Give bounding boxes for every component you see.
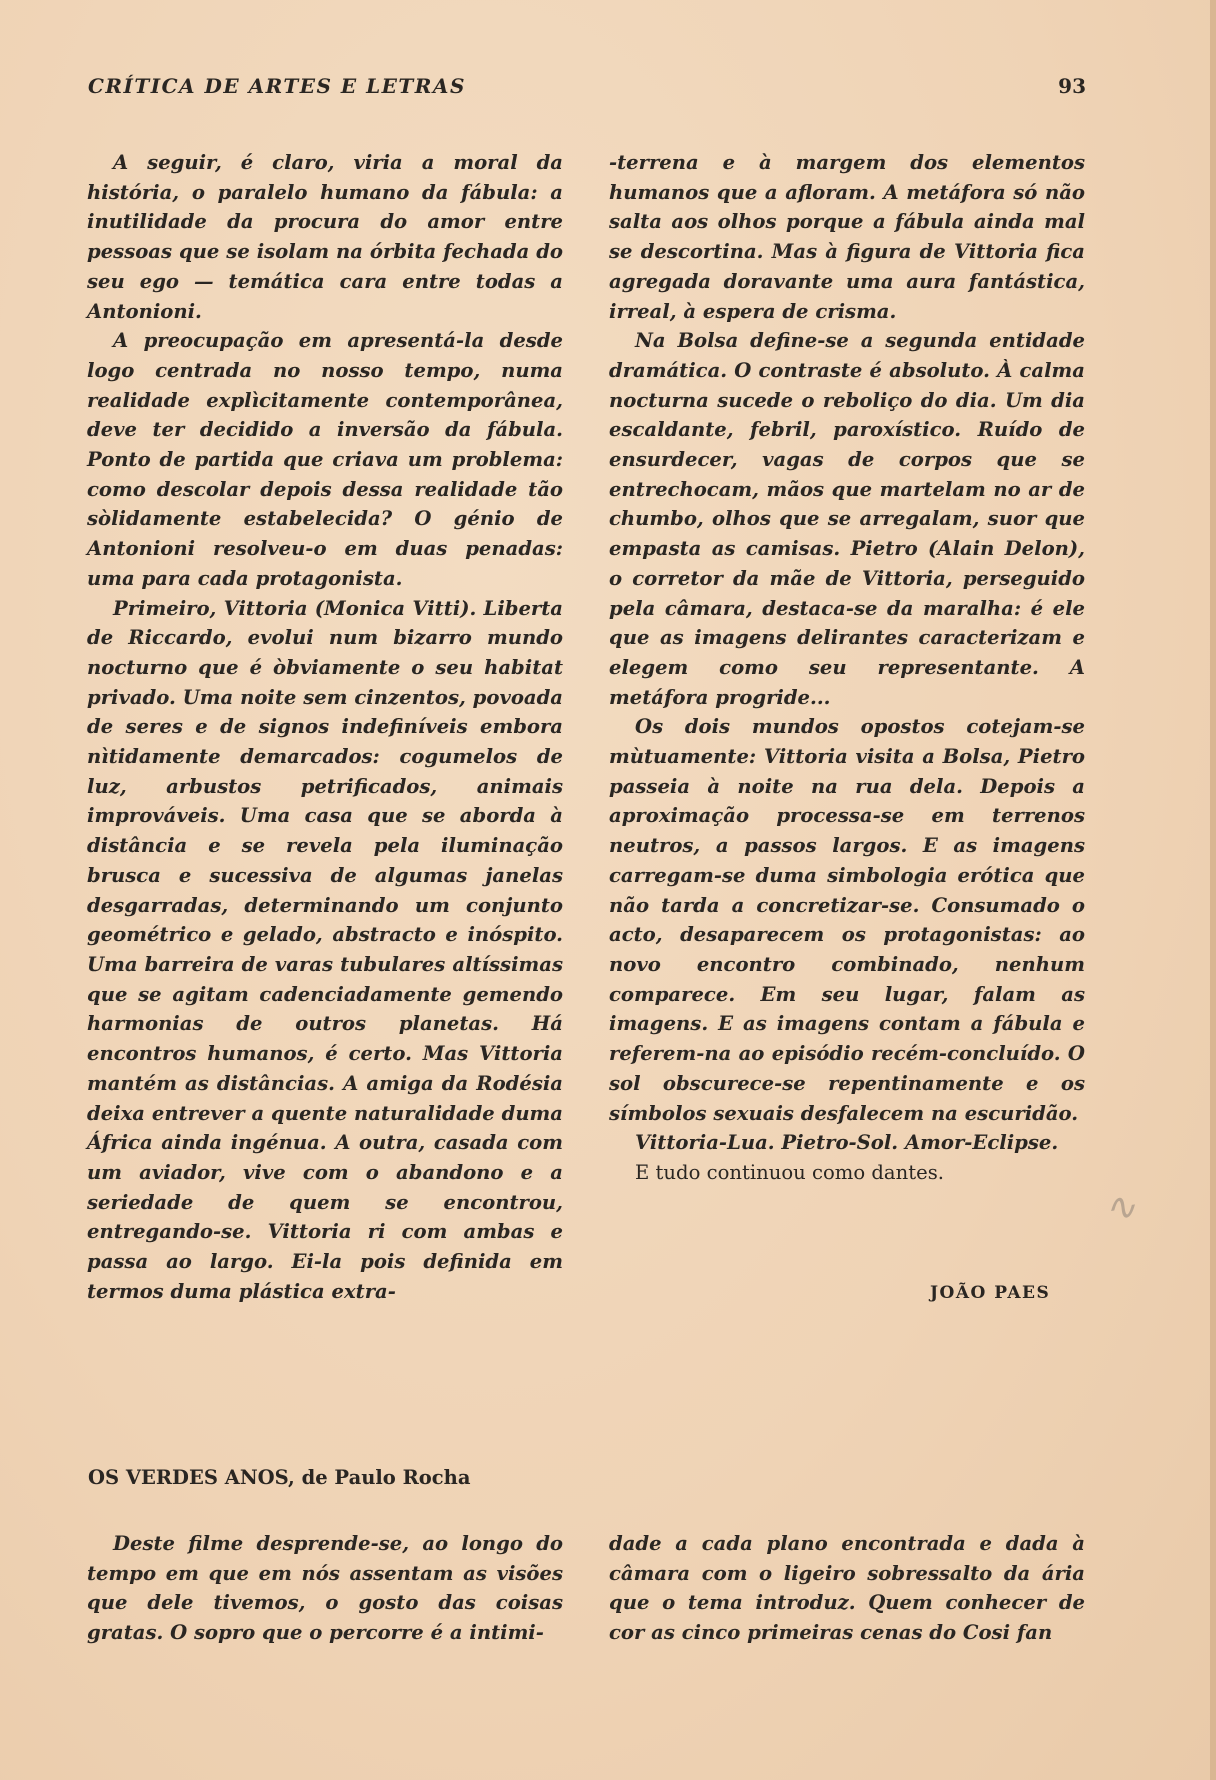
- paragraph: A seguir, é claro, viria a moral da história, o paralelo humano da fábula: a inutilidade da procura do amor entre pessoas que se isolam na órbita fechada do seu ego — temática cara entre todas a Antonioni.: [87, 151, 563, 323]
- page-number: 93: [1058, 74, 1086, 98]
- paragraph: A preocupação em apresentá-la desde logo centrada no nosso tempo, numa realidade explìcitamente contemporânea, deve ter decidido a inversão da fábula. Ponto de partida que criava um problema: como descolar depois dessa realidade tão sòlidamente estabelecida? O génio de Antonioni resolveu-o em duas penadas: uma para cada protagonista.: [87, 329, 563, 590]
- paragraph: dade a cada plano encontrada e dada à câmara com o ligeiro sobressalto da ária que o tema introduz. Quem conhecer de cor as cinco primeiras cenas do Cosi fan: [609, 1532, 1085, 1645]
- pencil-mark: ∿: [1101, 1182, 1139, 1232]
- article-title: OS VERDES ANOS, de Paulo Rocha: [88, 1466, 471, 1489]
- closing-line: E tudo continuou como dantes.: [635, 1160, 944, 1184]
- article2-left-column: [87, 1529, 563, 1648]
- paragraph: Primeiro, Vittoria (Monica Vitti). Liberta de Riccardo, evolui num bizarro mundo nocturno que é òbviamente o seu habitat privado. Uma noite sem cinzentos, povoada de seres e de signos indefiníveis embora nìtidamente demarcados: cogumelos de luz, arbustos petrificados, animais improváveis. Uma casa que se aborda à distância e se revela pela iluminação brusca e sucessiva de algumas janelas desgarradas, determinando um conjunto geométrico e gelado, abstracto e inóspito. Uma barreira de varas tubulares altíssimas que se agitam cadenciadamente gemendo harmonias de outros planetas. Há encontros humanos, é certo. Mas Vittoria mantém as distâncias. A amiga da Rodésia deixa entrever a quente naturalidade duma África ainda ingénua. A outra, casada com um aviador, vive com o abandono e a seriedade de quem se encontrou, entregando-se. Vittoria ri com ambas e passa ao largo. Ei-la pois definida em termos duma plástica extra-: [87, 596, 563, 1303]
- page-header: [88, 74, 1086, 108]
- paragraph: Deste filme desprende-se, ao longo do tempo em que em nós assentam as visões que dele tivemos, o gosto das coisas gratas. O sopro que o percorre é a intimi-: [87, 1532, 563, 1645]
- page-edge: [1210, 0, 1216, 1780]
- paragraph: Na Bolsa define-se a segunda entidade dramática. O contraste é absoluto. À calma nocturna sucede o reboliço do dia. Um dia escaldante, febril, paroxístico. Ruído de ensurdecer, vagas de corpos que se entrechocam, mãos que martelam no ar de chumbo, olhos que se arregalam, suor que empasta as camisas. Pietro (Alain Delon), o corretor da mãe de Vittoria, perseguido pela câmara, destaca-se da maralha: é ele que as imagens delirantes caracterizam e elegem como seu representante. A metáfora progride...: [609, 329, 1085, 709]
- paragraph: -terrena e à margem dos elementos humanos que a afloram. A metáfora só não salta aos olhos porque a fábula ainda mal se descortina. Mas à figura de Vittoria fica agregada doravante uma aura fantástica, irreal, à espera de crisma.: [609, 151, 1085, 323]
- article1-right-column: [609, 148, 1085, 1188]
- closing-line: Vittoria-Lua. Pietro-Sol. Amor-Eclipse.: [635, 1131, 1059, 1155]
- paragraph: Os dois mundos opostos cotejam-se mùtuamente: Vittoria visita a Bolsa, Pietro passeia à noite na rua dela. Depois a aproximação processa-se em terrenos neutros, a passos largos. E as imagens carregam-se duma simbologia erótica que não tarda a concretizar-se. Consumado o acto, desaparecem os protagonistas: ao novo encontro combinado, nenhum comparece. Em seu lugar, falam as imagens. E as imagens contam a fábula e referem-na ao episódio recém-concluído. O sol obscurece-se repentinamente e os símbolos sexuais desfalecem na escuridão.: [609, 715, 1085, 1125]
- author-signature: JOÃO PAES: [930, 1283, 1051, 1303]
- article2-right-column: [609, 1529, 1085, 1648]
- article1-left-column: [87, 148, 563, 1306]
- running-head: CRÍTICA DE ARTES E LETRAS: [88, 74, 466, 98]
